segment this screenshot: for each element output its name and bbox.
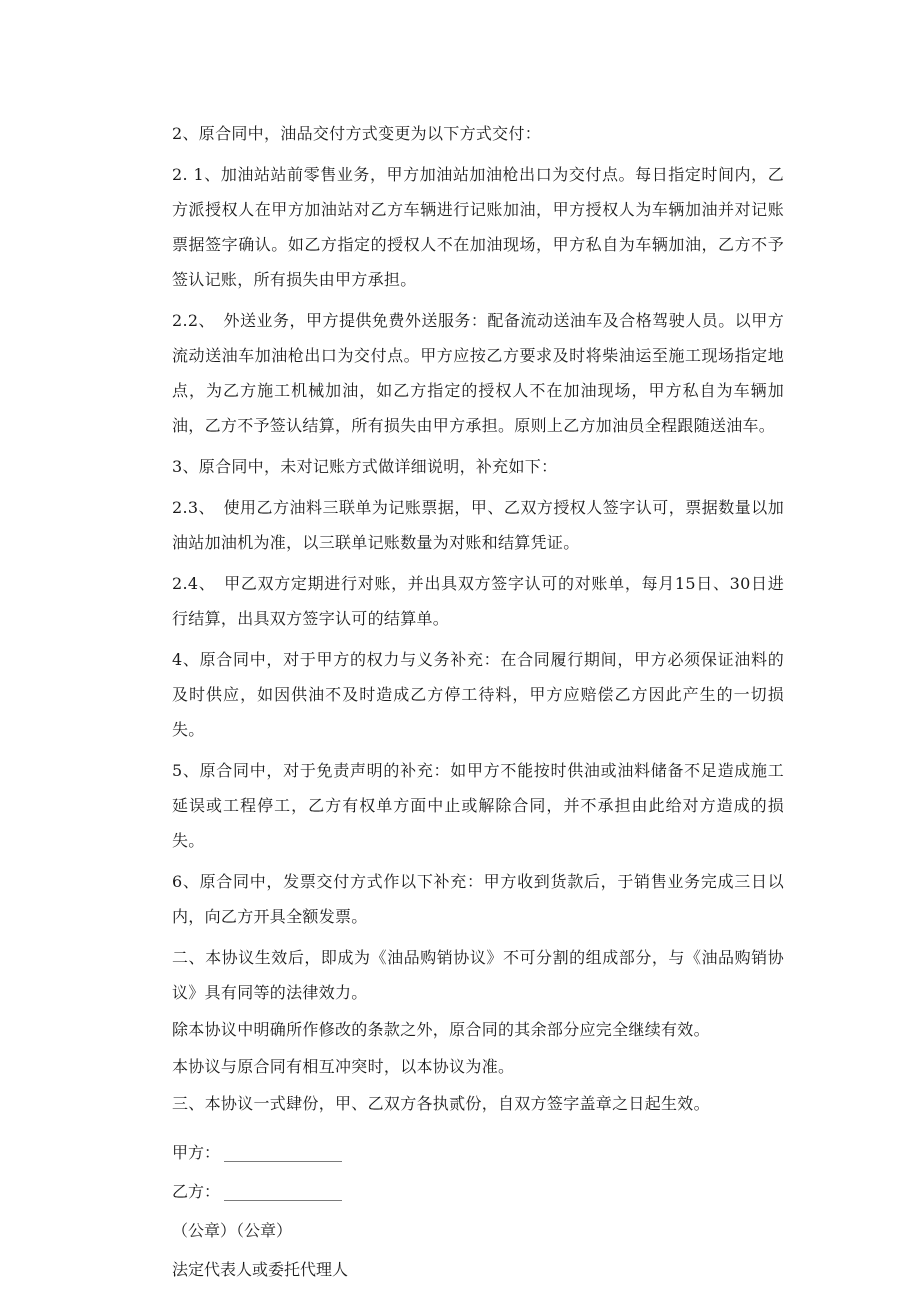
- clause-5-disclaimer: 5、原合同中，对于免责声明的补充：如甲方不能按时供油或油料储备不足造成施工延误或工程停工，乙方有权单方面中止或解除合同，并不承担由此给对方造成的损失。: [172, 761, 784, 850]
- party-b-signature-row: [172, 1174, 784, 1209]
- party-a-signature-line: [224, 1145, 342, 1162]
- document-body: [172, 116, 784, 1287]
- clause-3-accounting-method: 3、原合同中，未对记账方式做详细说明，补充如下：: [172, 457, 558, 476]
- clause-2-2-external-delivery: 2.2、 外送业务，甲方提供免费外送服务：配备流动送油车及合格驾驶人员。以甲方流动送油车加油枪出口为交付点。甲方应按乙方要求及时将柴油运至施工现场指定地点，为乙方施工机械加油，如乙方指定的授权人不在加油现场，甲方私自为车辆加油，乙方不予签认结算，所有损失由甲方承担。原则上乙方加油员全程跟随送油车。: [172, 311, 784, 435]
- clause-2-1-station-retail: 2. 1、加油站站前零售业务，甲方加油站加油枪出口为交付点。每日指定时间内，乙方派授权人在甲方加油站对乙方车辆进行记账加油，甲方授权人为车辆加油并对记账票据签字确认。如乙方指定的授权人不在加油现场，甲方私自为车辆加油，乙方不予签认记账，所有损失由甲方承担。: [172, 165, 784, 289]
- conflict-precedence: 本协议与原合同有相互冲突时，以本协议为准。: [172, 1057, 515, 1076]
- party-a-signature-row: [172, 1135, 784, 1170]
- clause-2-4-reconciliation: 2.4、 甲乙双方定期进行对账，并出具双方签字认可的对账单，每月15日、30日进行结算，出具双方签字认可的结算单。: [172, 574, 784, 628]
- clause-2-delivery-method: 2、原合同中，油品交付方式变更为以下方式交付：: [172, 124, 542, 143]
- remaining-terms-valid: 除本协议中明确所作修改的条款之外，原合同的其余部分应完全继续有效。: [172, 1020, 710, 1039]
- clause-6-invoice: 6、原合同中，发票交付方式作以下补充：甲方收到货款后，于销售业务完成三日以内，向乙方开具全额发票。: [172, 872, 784, 926]
- section-2-effectiveness: 二、本协议生效后，即成为《油品购销协议》不可分割的组成部分，与《油品购销协议》具有同等的法律效力。: [172, 948, 784, 1002]
- party-b-signature-line: [224, 1184, 342, 1201]
- clause-4-rights-obligations: 4、原合同中，对于甲方的权力与义务补充：在合同履行期间，甲方必须保证油料的及时供应，如因供油不及时造成乙方停工待料，甲方应赔偿乙方因此产生的一切损失。: [172, 650, 784, 739]
- legal-representative-text: 法定代表人或委托代理人: [172, 1260, 349, 1279]
- clause-2-3-triplicate-receipt: 2.3、 使用乙方油料三联单为记账票据，甲、乙双方授权人签字认可，票据数量以加油站加油机为准，以三联单记账数量为对账和结算凭证。: [172, 498, 784, 552]
- party-a-label: 甲方：: [172, 1143, 221, 1162]
- section-3-copies: 三、本协议一式肆份，甲、乙双方各执贰份，自双方签字盖章之日起生效。: [172, 1094, 710, 1113]
- party-b-label: 乙方：: [172, 1182, 221, 1201]
- seal-text: （公章）（公章）: [172, 1221, 293, 1240]
